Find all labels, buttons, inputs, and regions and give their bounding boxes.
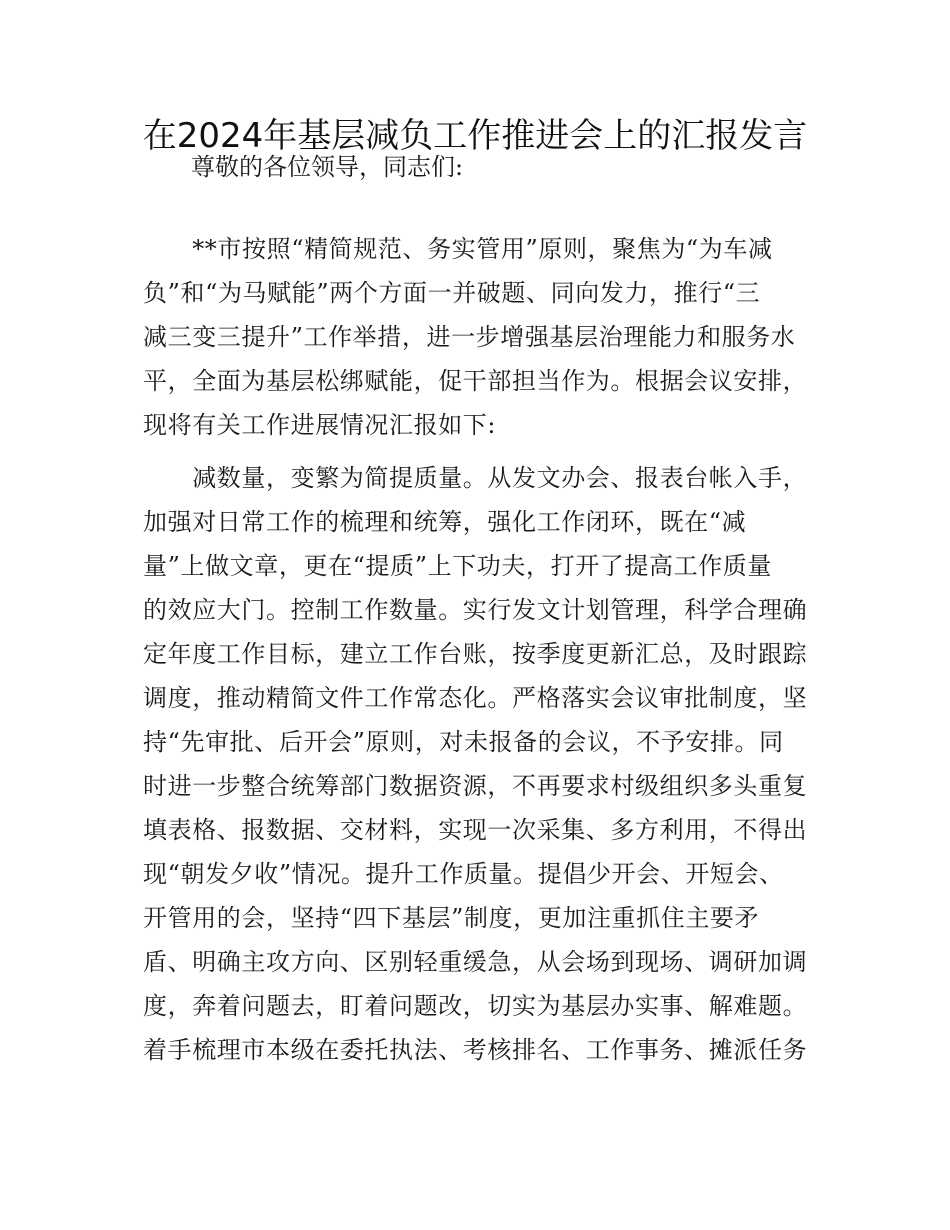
paragraph-line: 减数量，变繁为简提质量。从发文办会、报表台帐入手， — [143, 464, 808, 492]
document-title: 在2024年基层减负工作推进会上的汇报发言 — [142, 116, 808, 156]
paragraph-line: 平，全面为基层松绑赋能，促干部担当作为。根据会议安排， — [143, 367, 808, 395]
paragraph-line: 定年度工作目标，建立工作台账，按季度更新汇总，及时跟踪 — [143, 640, 808, 668]
paragraph-line: 持“先审批、后开会”原则，对未报备的会议，不予安排。同 — [143, 728, 784, 756]
paragraph-line: 负”和“为马赋能”两个方面一并破题、同向发力，推行“三 — [143, 279, 761, 307]
paragraph-line: 现将有关工作进展情况汇报如下: — [143, 411, 497, 439]
paragraph-line: **市按照“精简规范、务实管用”原则，聚焦为“为车减 — [143, 235, 773, 263]
paragraph-line: 着手梳理市本级在委托执法、考核排名、工作事务、摊派任务 — [143, 1036, 808, 1064]
paragraph-line: 盾、明确主攻方向、区别轻重缓急，从会场到现场、调研加调 — [143, 948, 808, 976]
paragraph-1 — [143, 227, 809, 447]
paragraph-2 — [143, 456, 809, 1072]
paragraph-line: 调度，推动精简文件工作常态化。严格落实会议审批制度，坚 — [143, 684, 808, 712]
paragraph-line: 减三变三提升”工作举措，进一步增强基层治理能力和服务水 — [143, 323, 796, 351]
paragraph-line: 时进一步整合统筹部门数据资源，不再要求村级组织多头重复 — [143, 772, 808, 800]
paragraph-line: 现“朝发夕收”情况。提升工作质量。提倡少开会、开短会、 — [143, 860, 784, 888]
paragraph-line: 量”上做文章，更在“提质”上下功夫，打开了提高工作质量 — [143, 552, 773, 580]
salutation: 尊敬的各位领导，同志们: — [191, 153, 464, 181]
paragraph-line: 度，奔着问题去，盯着问题改，切实为基层办实事、解难题。 — [143, 992, 808, 1020]
paragraph-line: 的效应大门。控制工作数量。实行发文计划管理，科学合理确 — [143, 596, 808, 624]
paragraph-line: 开管用的会，坚持“四下基层”制度，更加注重抓住主要矛 — [143, 904, 760, 932]
paragraph-line: 填表格、报数据、交材料，实现一次采集、多方利用，不得出 — [143, 816, 808, 844]
paragraph-line: 加强对日常工作的梳理和统筹，强化工作闭环，既在“减 — [143, 508, 747, 536]
